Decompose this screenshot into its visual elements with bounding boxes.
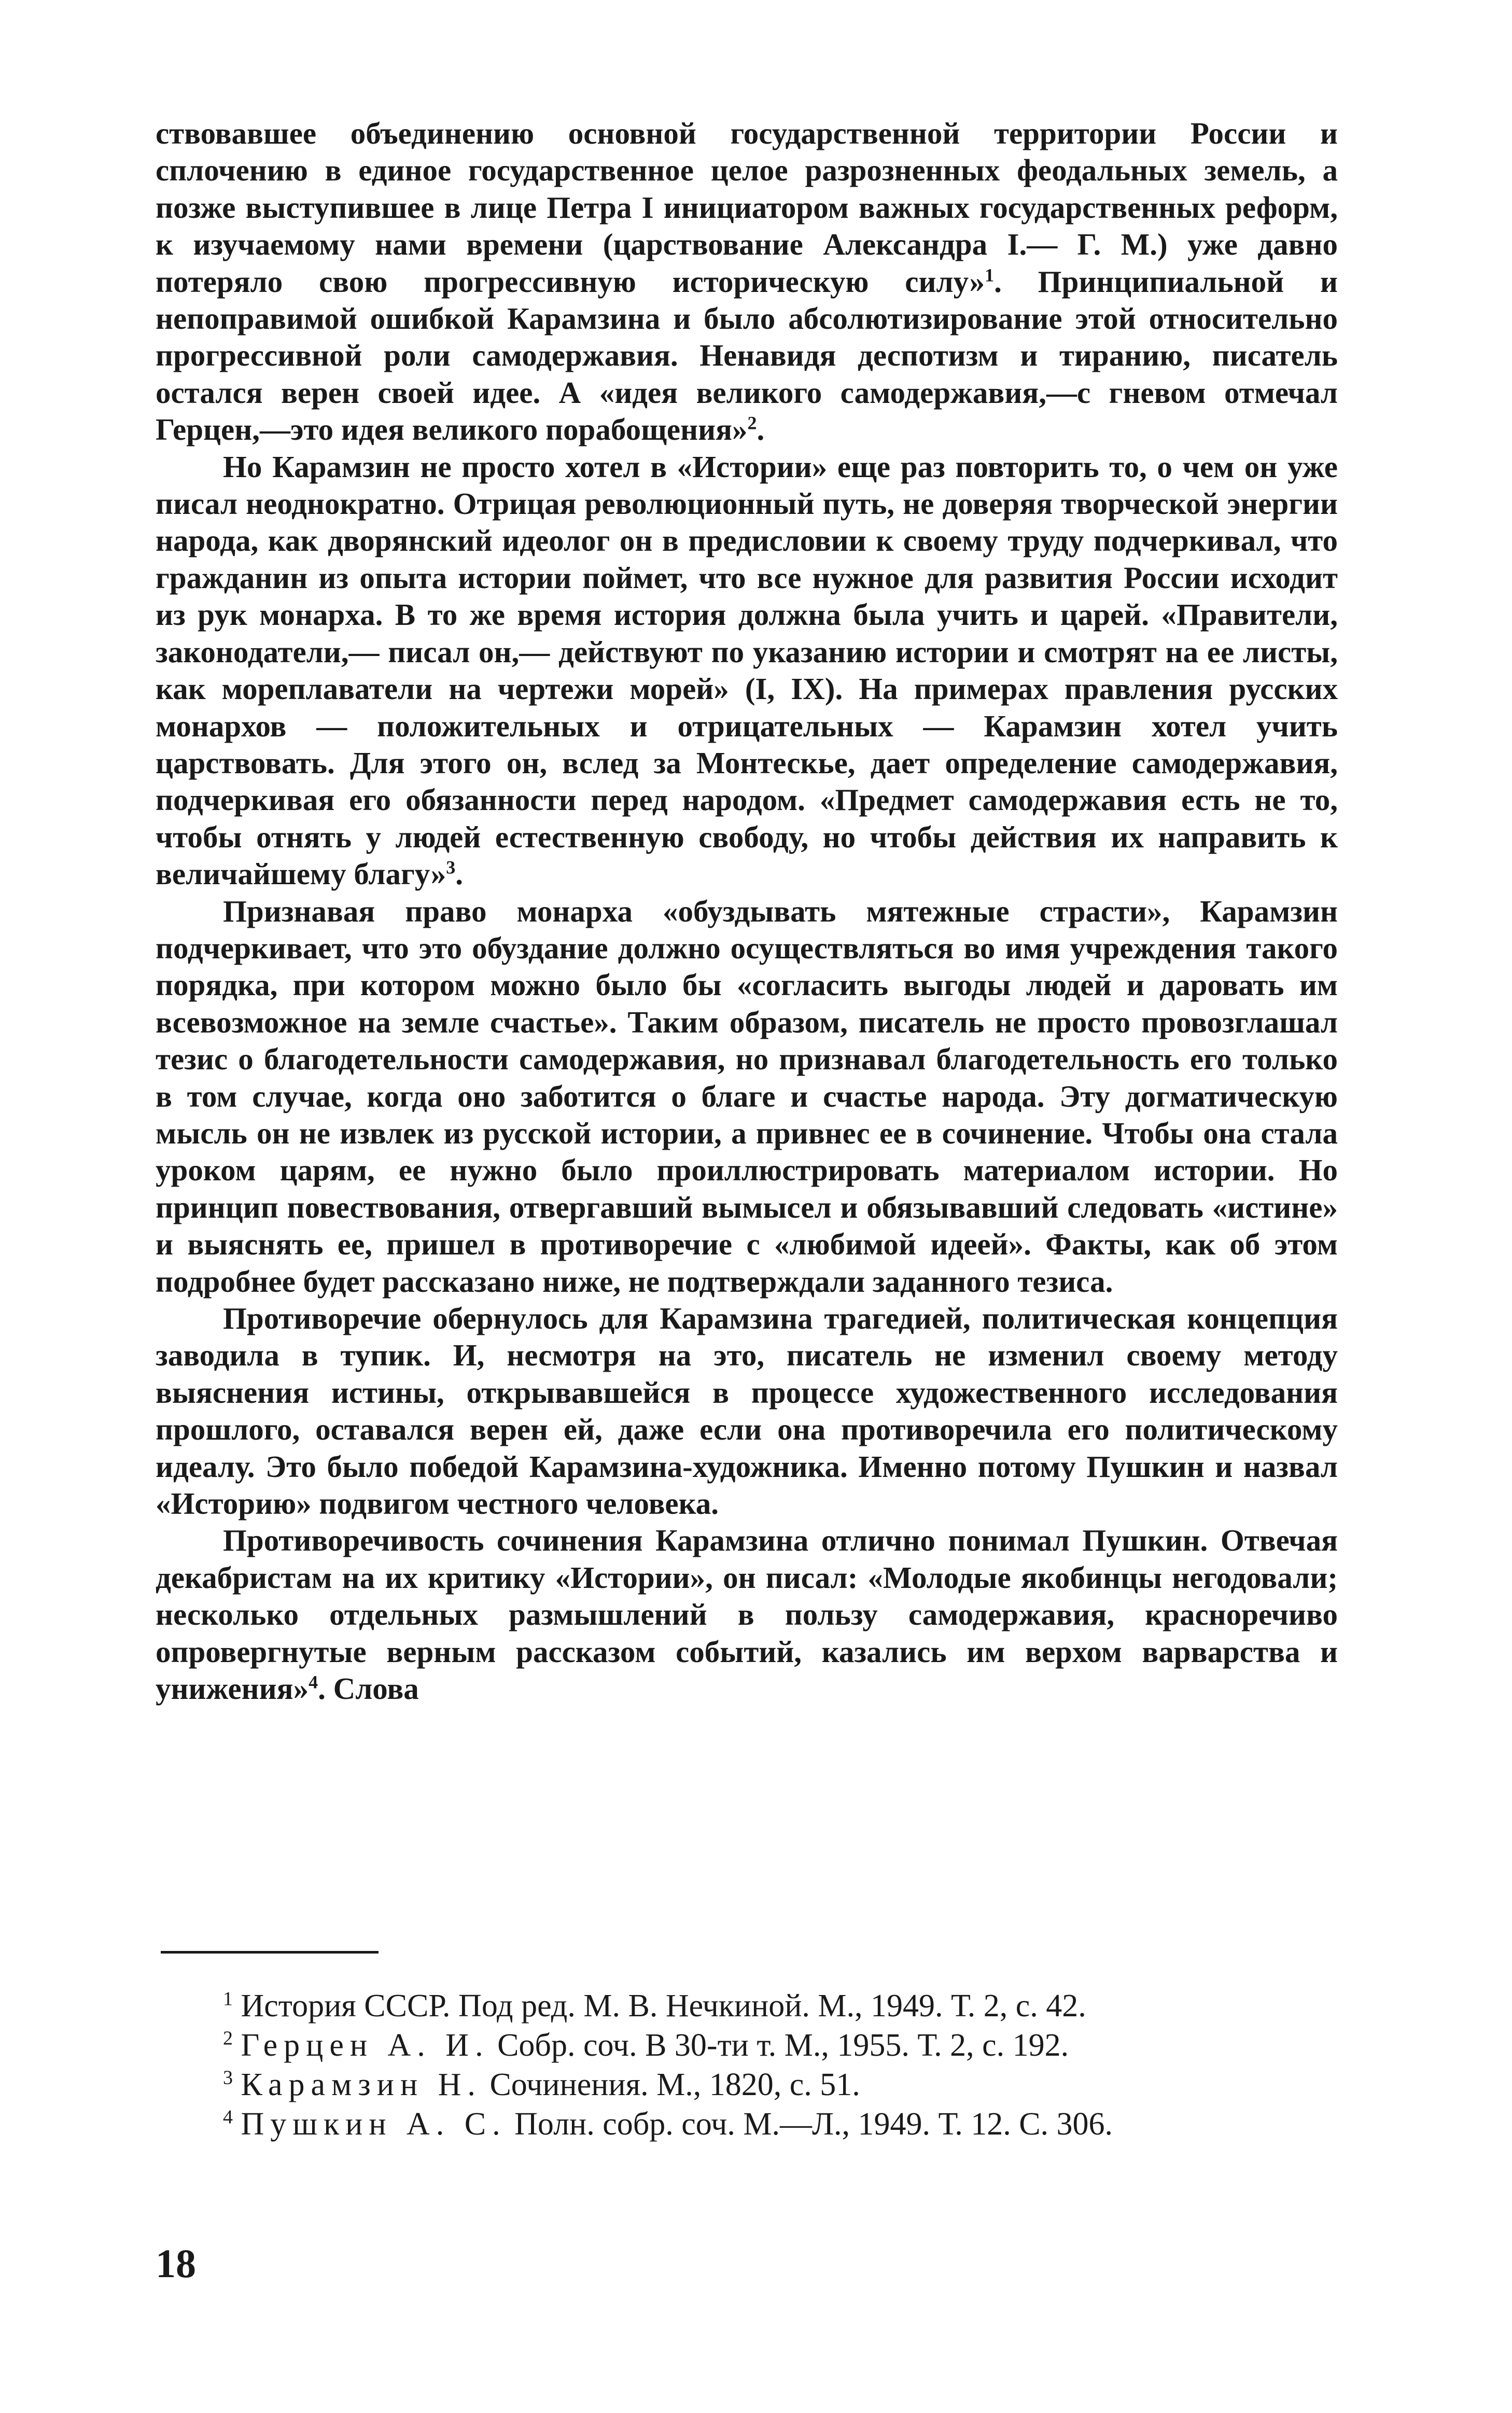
footnote-number: 4 bbox=[223, 2106, 233, 2128]
footnote-ref-1[interactable]: 1 bbox=[985, 264, 995, 285]
paragraph-5-text: Противоречивость сочинения Карамзина отлично понимал Пушкин. Отвечая декабристам на их критику «Истории», он писал: «Молодые якобинцы негодовали; несколько отдельных размышлений в пользу самодержавия, красноречиво опровергнутые верным рассказом событий, казались им верхом варварства и унижения» bbox=[156, 1523, 1338, 1706]
footnote-3 bbox=[156, 2065, 1338, 2104]
footnote-author: Карамзин Н. bbox=[241, 2067, 482, 2102]
paragraph-5 bbox=[156, 1522, 1338, 1707]
footnote-author: Пушкин А. С. bbox=[241, 2107, 507, 2142]
footnote-1 bbox=[156, 1986, 1338, 2026]
footnote-ref-3[interactable]: 3 bbox=[446, 857, 456, 878]
paragraph-1-text: ствовавшее объединению основной государственной территории России и сплочению в единое государственное целое разрозненных феодальных земель, а позже выступившее в лице Петра I инициатором важных государственных реформ, к изучаемому нами времени (царствование Александра I.— Г. М.) уже давно потеряло свою прогрессивную историческую силу» bbox=[156, 116, 1338, 299]
footnote-text: Сочинения. М., 1820, с. 51. bbox=[481, 2067, 860, 2102]
footnote-ref-2[interactable]: 2 bbox=[747, 412, 757, 434]
paragraph-1-end: . bbox=[757, 412, 765, 447]
footnote-text: Полн. собр. соч. М.—Л., 1949. Т. 12. С. 306. bbox=[506, 2107, 1113, 2142]
footnote-author: Герцен А. И. bbox=[241, 2028, 489, 2063]
footnote-number: 1 bbox=[223, 1988, 233, 2010]
footnote-divider bbox=[161, 1951, 379, 1954]
paragraph-5-tail: . Слова bbox=[318, 1671, 419, 1706]
paragraph-2-text: Но Карамзин не просто хотел в «Истории» еще раз повторить то, о чем он уже писал неоднократно. Отрицая революционный путь, не доверяя творческой энергии народа, как дворянский идеолог он в предисловии к своему труду подчеркивал, что гражданин из опыта истории поймет, что все нужное для развития России исходит из рук монарха. В то же время история должна была учить и царей. «Правители, законодатели,— писал он,— действуют по указанию истории и смотрят на ее листы, как мореплаватели на чертежи морей» (I, IX). На примерах правления русских монархов — положительных и отрицательных — Карамзин хотел учить царствовать. Для этого он, вслед за Монтескье, дает определение самодержавия, подчеркивая его обязанности перед народом. «Предмет самодержавия есть не то, чтобы отнять у людей естественную свободу, но чтобы действия их направить к величайшему благу» bbox=[156, 449, 1338, 891]
main-text bbox=[156, 115, 1338, 1707]
footnotes bbox=[156, 1986, 1338, 2144]
footnote-number: 2 bbox=[223, 2027, 233, 2049]
footnote-text: История СССР. Под ред. М. В. Нечкиной. М., 1949. Т. 2, с. 42. bbox=[241, 1988, 1086, 2024]
paragraph-1 bbox=[156, 115, 1338, 449]
footnote-4 bbox=[156, 2104, 1338, 2144]
page-number: 18 bbox=[156, 2241, 196, 2286]
paragraph-4: Противоречие обернулось для Карамзина трагедией, политическая концепция заводила в тупик. И, несмотря на это, писатель не изменил своему методу выяснения истины, открывавшейся в процессе художественного исследования прошлого, оставался верен ей, даже если она противоречила его политическому идеалу. Это было победой Карамзина-художника. Именно потому Пушкин и назвал «Историю» подвигом честного человека. bbox=[156, 1301, 1338, 1521]
paragraph-2 bbox=[156, 449, 1338, 893]
paragraph-2-end: . bbox=[455, 857, 463, 891]
footnote-text: Собр. соч. В 30-ти т. М., 1955. Т. 2, с. 192. bbox=[489, 2028, 1069, 2063]
footnote-ref-4[interactable]: 4 bbox=[309, 1671, 318, 1693]
paragraph-1-tail: . Принципиальной и непоправимой ошибкой Карамзина и было абсолютизирование этой относительно прогрессивной роли самодержавия. Ненавидя деспотизм и тиранию, писатель остался верен своей идее. А «идея великого самодержавия,—с гневом отмечал Герцен,—это идея великого порабощения» bbox=[156, 264, 1338, 447]
footnote-number: 3 bbox=[223, 2067, 233, 2089]
paragraph-3: Признавая право монарха «обуздывать мятежные страсти», Карамзин подчеркивает, что это обуздание должно осуществляться во имя учреждения такого порядка, при котором можно было бы «согласить выгоды людей и даровать им всевозможное на земле счастье». Таким образом, писатель не просто провозглашал тезис о благодетельности самодержавия, но признавал благодетельность его только в том случае, когда оно заботится о благе и счастье народа. Эту догматическую мысль он не извлек из русской истории, а привнес ее в сочинение. Чтобы она стала уроком царям, ее нужно было проиллюстрировать материалом истории. Но принцип повествования, отвергавший вымысел и обязывавший следовать «истине» и выяснять ее, пришел в противоречие с «любимой идеей». Факты, как об этом подробнее будет рассказано ниже, не подтверждали заданного тезиса. bbox=[156, 894, 1338, 1299]
footnote-2 bbox=[156, 2026, 1338, 2065]
